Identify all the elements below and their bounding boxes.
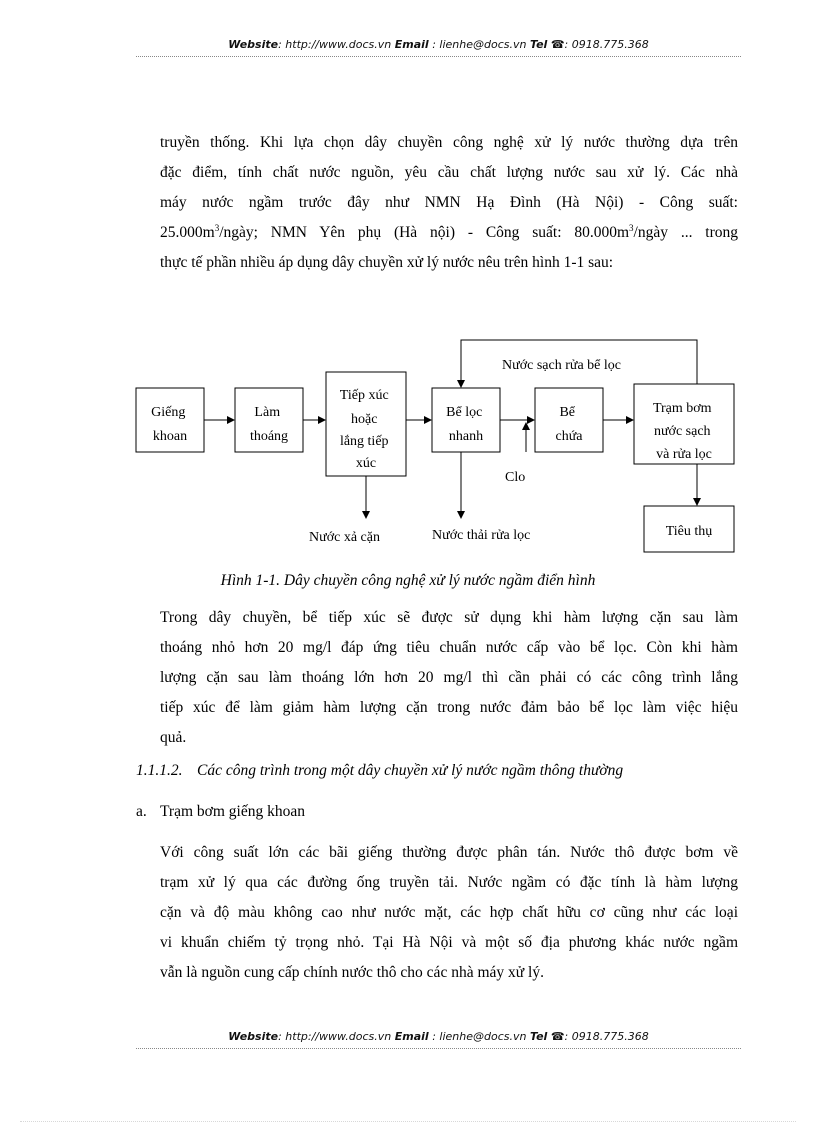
text-line: thực tế phần nhiều áp dụng dây chuyền xử lý nước nêu trên hình 1-1 sau: — [160, 254, 614, 271]
tel-value: : 0918.775.368 — [564, 38, 649, 51]
text-line: cặn và độ màu không cao như nước mặt, các hợp chất hữu cơ cũng như các loại — [160, 904, 738, 921]
text-line: vi khuẩn chiếm tỷ trọng nhỏ. Tại Hà Nội và một số địa phương khác nước ngầm — [160, 934, 738, 951]
box-well-label: Giếng khoan — [151, 405, 188, 444]
tel-value: : 0918.775.368 — [564, 1030, 649, 1043]
header-rule — [136, 56, 741, 57]
tel-label: Tel — [529, 38, 548, 51]
label-clo: Clo — [505, 470, 526, 485]
box-pump-station-label: Trạm bơm nước sạch và rửa lọc — [652, 401, 712, 462]
email-value: : lienhe@docs.vn — [432, 1030, 527, 1043]
website-url: : http://www.docs.vn — [278, 1030, 392, 1043]
telephone-icon: ☎ — [550, 38, 565, 51]
email-label: Email — [394, 38, 429, 51]
text-line: truyền thống. Khi lựa chọn dây chuyền công nghệ xử lý nước thường dựa trên — [160, 134, 738, 151]
text-line: Trong dây chuyền, bể tiếp xúc sẽ được sử dụng khi hàm lượng cặn sau làm — [160, 609, 738, 626]
text-line: $25.000m^3$/ngày; NMN Yên phụ (Hà nội) - Công suất: $80.000m^3$/ngày ... trong — [160, 222, 738, 241]
section-number: 1.1.1.2. — [136, 762, 183, 779]
tel-label: Tel — [529, 1030, 548, 1043]
paragraph-well-pumps — [160, 838, 738, 988]
website-label: Website — [228, 1030, 279, 1043]
box-rapid-filter-label: Bể lọc nhanh — [446, 405, 484, 444]
section-heading — [136, 762, 623, 780]
label-sludge: Nước xả cặn — [309, 530, 380, 545]
subsection-heading — [136, 803, 305, 821]
subsection-letter: a. — [136, 803, 147, 820]
website-label: Website — [228, 38, 279, 51]
text-line: trạm xử lý qua các đường ống truyền tải. Nước ngầm có đặc tính là hàm lượng — [160, 874, 738, 891]
box-aeration-label: Làm thoáng — [249, 405, 289, 444]
text-line: lượng cặn sau làm thoáng lớn hơn 20 mg/l thì cần phải có các công trình lắng — [160, 669, 738, 686]
page-footer — [136, 1030, 741, 1043]
page-header — [136, 38, 741, 51]
box-consumption-label: Tiêu thụ — [665, 524, 713, 539]
process-flow-diagram — [0, 330, 816, 570]
subsection-title: Trạm bơm giếng khoan — [160, 803, 305, 820]
figure-caption: Hình 1-1. Dây chuyền công nghệ xử lý nước ngầm điển hình — [220, 572, 596, 589]
label-backwash: Nước sạch rửa bể lọc — [502, 358, 621, 373]
label-filter-waste: Nước thải rửa lọc — [432, 528, 531, 543]
box-contact-label: Tiếp xúc hoặc lắng tiếp xúc — [339, 388, 389, 471]
section-title: Các công trình trong một dây chuyền xử lý nước ngầm thông thường — [197, 762, 624, 779]
intro-paragraph — [160, 128, 738, 278]
email-label: Email — [394, 1030, 429, 1043]
page-edge-rule — [20, 1121, 796, 1122]
text-line: quả. — [160, 729, 187, 746]
text-line: vẫn là nguồn cung cấp chính nước thô cho các nhà máy xử lý. — [160, 964, 544, 981]
website-url: : http://www.docs.vn — [278, 38, 392, 51]
text-line: thoáng nhỏ hơn 20 mg/l đáp ứng tiêu chuẩn nước cấp vào bể lọc. Còn khi hàm — [160, 639, 738, 656]
text-line: máy nước ngầm trước đây như NMN Hạ Đình (Hà Nội) - Công suất: — [160, 194, 738, 211]
text-line: Với công suất lớn các bãi giếng thường được phân tán. Nước thô được bơm về — [160, 844, 738, 861]
telephone-icon: ☎ — [550, 1030, 565, 1043]
text-line: đặc điểm, tính chất nước nguồn, yêu cầu chất lượng nước sau xử lý. Các nhà — [160, 164, 738, 181]
text-line: tiếp xúc để làm giảm hàm lượng cặn trong nước đảm bảo bể lọc làm việc hiệu — [160, 699, 738, 716]
email-value: : lienhe@docs.vn — [432, 38, 527, 51]
box-clear-tank-label: Bể chứa — [555, 405, 583, 444]
footer-rule — [136, 1048, 741, 1049]
paragraph-contact-tank — [160, 603, 738, 753]
